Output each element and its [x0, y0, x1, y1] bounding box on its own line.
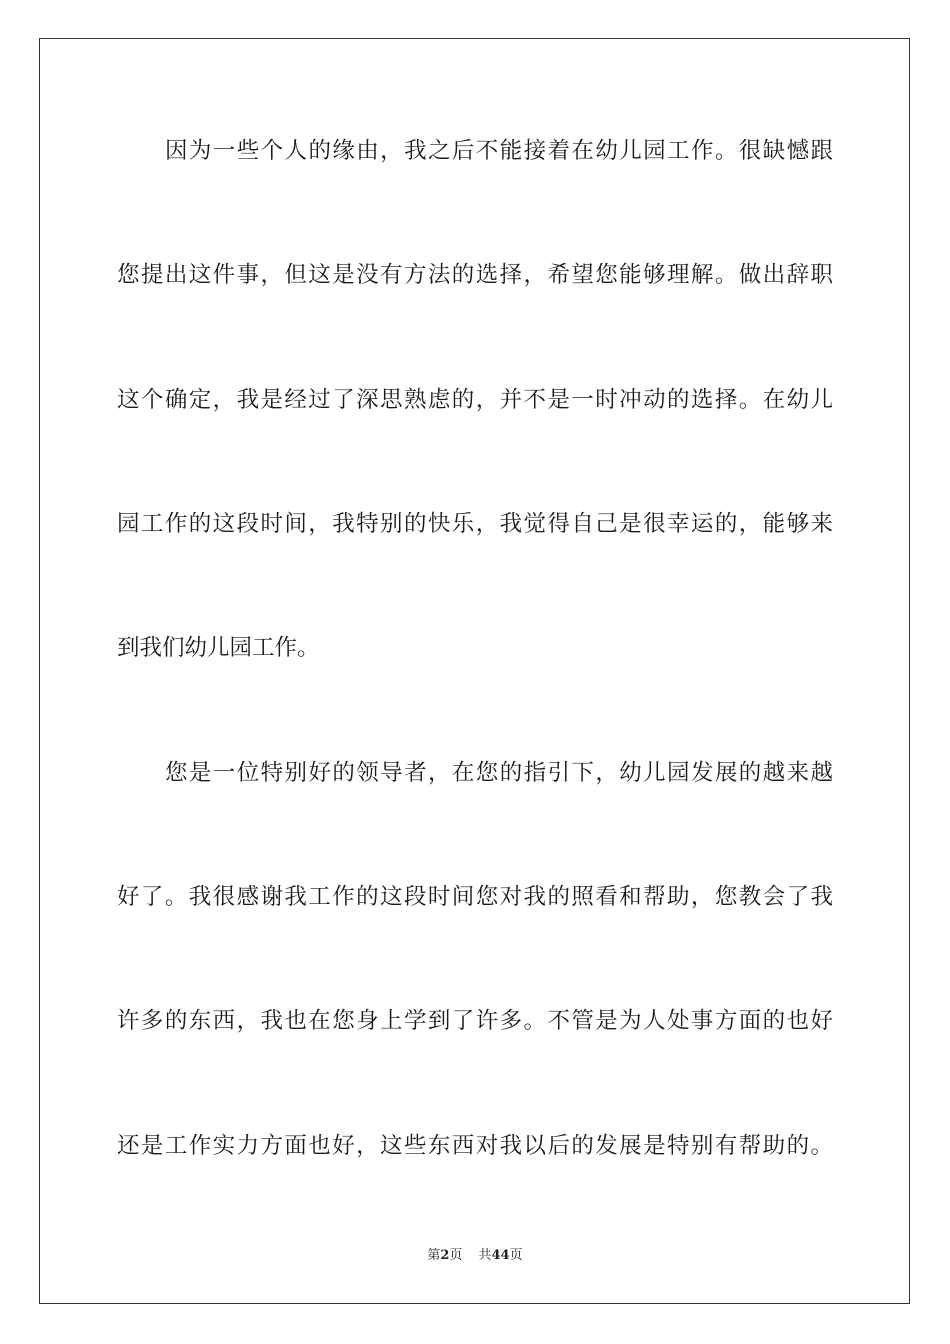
paragraph-1-line-5: 到我们幼儿园工作。 [117, 635, 320, 661]
paragraph-2-line-1: 您是一位特别好的领导者，在您的指引下，幼儿园发展的越来越 [165, 760, 833, 786]
paragraph-1-line-4: 园工作的这段时间，我特别的快乐，我觉得自己是很幸运的，能够来 [117, 511, 833, 537]
page-border [39, 38, 910, 1304]
paragraph-1-line-2: 您提出这件事，但这是没有方法的选择，希望您能够理解。做出辞职 [117, 262, 833, 288]
page-number: 第2页 [427, 1248, 463, 1263]
paragraph-1-line-1: 因为一些个人的缘由，我之后不能接着在幼儿园工作。很缺憾跟 [165, 138, 833, 164]
paragraph-2-line-3: 许多的东西，我也在您身上学到了许多。不管是为人处事方面的也好 [117, 1008, 833, 1034]
paragraph-2-line-4: 还是工作实力方面也好，这些东西对我以后的发展是特别有帮助的。 [117, 1133, 833, 1159]
paragraph-2-line-2: 好了。我很感谢我工作的这段时间您对我的照看和帮助，您教会了我 [117, 884, 833, 910]
paragraph-1-line-3: 这个确定，我是经过了深思熟虑的，并不是一时冲动的选择。在幼儿 [117, 387, 833, 413]
page-footer [0, 1247, 950, 1265]
page-total: 共44页 [478, 1248, 523, 1263]
